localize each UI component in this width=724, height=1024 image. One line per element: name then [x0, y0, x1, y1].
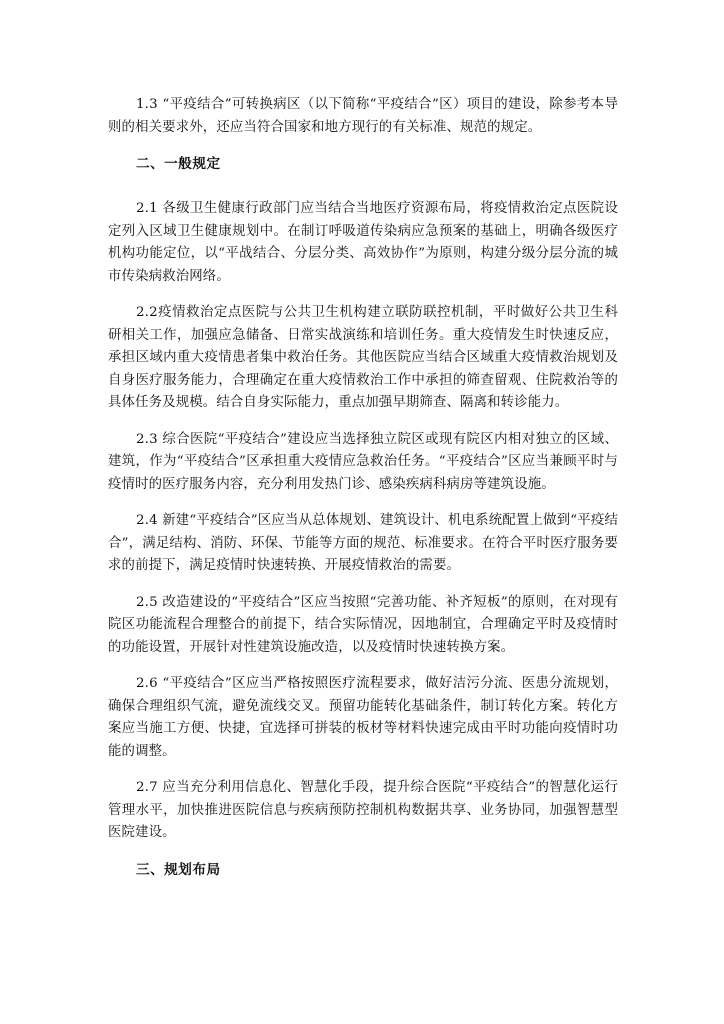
paragraph-2-5: 2.5 改造建设的“平疫结合”区应当按照“完善功能、补齐短板”的原则，在对现有院区功能流程合理整合的前提下，结合实际情况，因地制宜，合理确定平时及疫情时的功能设置，开展针对性建筑设施改造，以及疫情时快速转换方案。 [108, 594, 618, 655]
paragraph-1-3: 1.3 “平疫结合”可转换病区（以下简称“平疫结合”区）项目的建设，除参考本导则的相关要求外，还应当符合国家和地方现行的有关标准、规范的规定。 [108, 97, 618, 135]
document-page [108, 94, 618, 904]
section-heading-planning-layout: 三、规划布局 [136, 861, 221, 878]
paragraph-2-1: 2.1 各级卫生健康行政部门应当结合当地医疗资源布局，将疫情救治定点医院设定列入区域卫生健康规划中。在制订呼吸道传染病应急预案的基础上，明确各级医疗机构功能定位，以“平战结合、分层分类、高效协作”为原则，构建分级分层分流的城市传染病救治网络。 [108, 201, 618, 284]
paragraph-2-7: 2.7 应当充分利用信息化、智慧化手段，提升综合医院“平疫结合”的智慧化运行管理水平，加快推进医院信息与疾病预防控制机构数据共享、业务协同，加强智慧型医院建设。 [108, 780, 618, 840]
paragraph-2-3: 2.3 综合医院“平疫结合”建设应当选择独立院区或现有院区内相对独立的区域、建筑，作为“平疫结合”区承担重大疫情应急救治任务。“平疫结合”区应当兼顾平时与疫情时的医疗服务内容，充分利用发热门诊、感染疾病科病房等建筑设施。 [108, 431, 618, 492]
paragraph-2-4: 2.4 新建“平疫结合”区应当从总体规划、建筑设计、机电系统配置上做到“平疫结合”，满足结构、消防、环保、节能等方面的规范、标准要求。在符合平时医疗服务要求的前提下，满足疫情时快速转换、开展疫情救治的需要。 [108, 513, 618, 573]
paragraph-2-2: 2.2疫情救治定点医院与公共卫生机构建立联防联控机制，平时做好公共卫生科研相关工作，加强应急储备、日常实战演练和培训任务。重大疫情发生时快速反应，承担区域内重大疫情患者集中救治任务。其他医院应当结合区域重大疫情救治规划及自身医疗服务能力，合理确定在重大疫情救治工作中承担的筛查留观、住院救治等的具体任务及规模。结合自身实际能力，重点加强早期筛查、隔离和转诊能力。 [108, 305, 618, 410]
paragraph-2-6: 2.6 “平疫结合”区应当严格按照医疗流程要求，做好洁污分流、医患分流规划，确保合理组织气流，避免流线交叉。预留功能转化基础条件，制订转化方案。转化方案应当施工方便、快捷，宜选择可拼装的板材等材料快速完成由平时功能向疫情时功能的调整。 [108, 676, 618, 759]
section-heading-general-provisions: 二、一般规定 [136, 156, 221, 172]
